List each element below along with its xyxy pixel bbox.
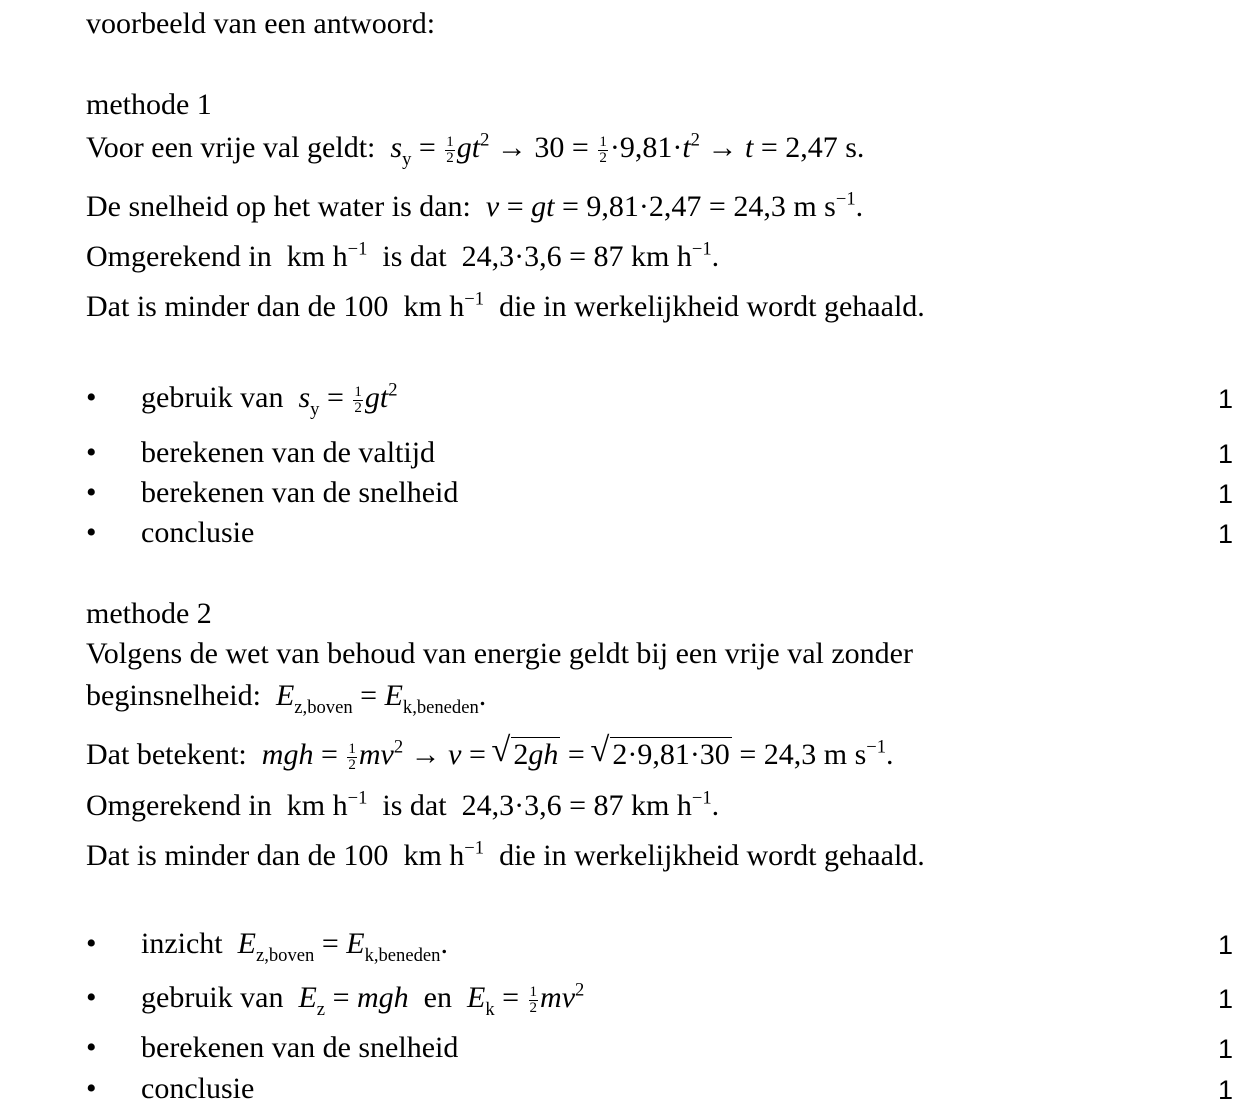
criterion-score: 1	[1217, 930, 1233, 960]
method1-line3-mid: is dat	[382, 240, 447, 273]
bullet: •	[86, 927, 97, 960]
method1-line4	[86, 288, 925, 323]
method2-line2	[86, 679, 487, 718]
method2-line5-text: Dat is minder dan de 100	[86, 839, 389, 872]
intro-text: voorbeeld van een antwoord:	[86, 7, 436, 40]
criterion-score: 1	[1217, 1075, 1233, 1105]
criterion-item	[141, 979, 585, 1020]
method1-line1-text: Voor een vrije val geldt:	[86, 131, 376, 164]
bullet: •	[86, 476, 97, 509]
criterion-formula: $E_{z,boven} = E_{k,beneden}$.	[237, 927, 448, 966]
method2-line1: Volgens de wet van behoud van energie geldt bij een vrije val zonder	[86, 637, 913, 670]
criterion-item	[141, 927, 448, 966]
criterion-item: berekenen van de valtijd	[141, 436, 436, 469]
bullet: •	[86, 516, 97, 549]
criterion-item: berekenen van de snelheid	[141, 1031, 459, 1064]
criterion-item: conclusie	[141, 1072, 255, 1105]
method2-line4-text: Omgerekend in	[86, 789, 272, 822]
bullet: •	[86, 1031, 97, 1064]
method1-line4-text: Dat is minder dan de 100	[86, 290, 389, 323]
criterion-label-mid: en	[423, 981, 452, 1014]
free-fall-equation: $s_y$ = $\frac{1}{2}$ $gt^2 \to 30$ = $\frac{1}{2}$ $\cdot 9,81\cdot t^2 \to t = 2,47$	[390, 129, 838, 170]
method1-line2-text: De snelheid op het water is dan:	[86, 190, 471, 223]
method1-line4-end: die in werkelijkheid wordt gehaald.	[499, 290, 925, 323]
method2-line4	[86, 787, 720, 822]
unit-kmh: km $h^{-1}$	[279, 238, 368, 273]
criterion-score: 1	[1217, 984, 1233, 1014]
method2-line2-text: beginsnelheid:	[86, 679, 261, 712]
criterion-score: 1	[1217, 479, 1233, 509]
method1-line1	[86, 129, 865, 170]
conversion-equation: 24,3·3,6 = 87 km $h^{-1}$.	[454, 787, 720, 822]
criterion-score: 1	[1217, 439, 1233, 469]
criterion-label: gebruik van	[141, 981, 284, 1014]
method1-line1-unit: s.	[845, 131, 865, 164]
method2-line3	[86, 737, 894, 773]
criterion-formula: $s_y$ = $\frac{1}{2}$ $gt^2$	[298, 379, 398, 420]
criterion-item: berekenen van de snelheid	[141, 476, 459, 509]
criterion-label: gebruik van	[141, 381, 284, 414]
bullet: •	[86, 436, 97, 469]
criterion-score: 1	[1217, 1034, 1233, 1064]
criterion-item: conclusie	[141, 516, 255, 549]
unit-kmh: km $h^{-1}$	[395, 288, 485, 323]
method2-heading: methode 2	[86, 597, 212, 630]
criterion-label: inzicht	[141, 927, 223, 960]
criterion-formula: $E_z$ = mgh	[298, 981, 409, 1020]
unit-kmh: km $h^{-1}$	[279, 787, 368, 822]
criterion-item	[141, 379, 398, 420]
criterion-score: 1	[1217, 384, 1233, 414]
velocity-equation: v = gt = 9,81·2,47 = 24,3 m $s^{-1}$.	[485, 188, 864, 223]
method2-line3-text: Dat betekent:	[86, 738, 247, 771]
conversion-equation: 24,3·3,6 = 87 km $h^{-1}$.	[454, 238, 720, 273]
method2-line5-end: die in werkelijkheid wordt gehaald.	[499, 839, 925, 872]
bullet: •	[86, 981, 97, 1014]
criterion-formula: $E_k$ = $\frac{1}{2}$ $mv^2$	[466, 979, 585, 1020]
bullet: •	[86, 381, 97, 414]
method1-line3	[86, 238, 720, 273]
energy-equation: mgh = $\frac{1}{2}$ $mv^2 \to v$ = √ 2gh = √ 2·9,81·30 = 24,3 m $s^{-1}$.	[254, 738, 893, 771]
criterion-score: 1	[1217, 519, 1233, 549]
method1-heading: methode 1	[86, 88, 212, 121]
method2-line5	[86, 837, 925, 872]
method1-line2	[86, 188, 864, 223]
method2-line4-mid: is dat	[382, 789, 447, 822]
method1-line3-text: Omgerekend in	[86, 240, 272, 273]
energy-equality: $E_{z,boven} = E_{k,beneden}$.	[275, 679, 487, 718]
unit-kmh: km $h^{-1}$	[395, 837, 485, 872]
bullet: •	[86, 1072, 97, 1105]
